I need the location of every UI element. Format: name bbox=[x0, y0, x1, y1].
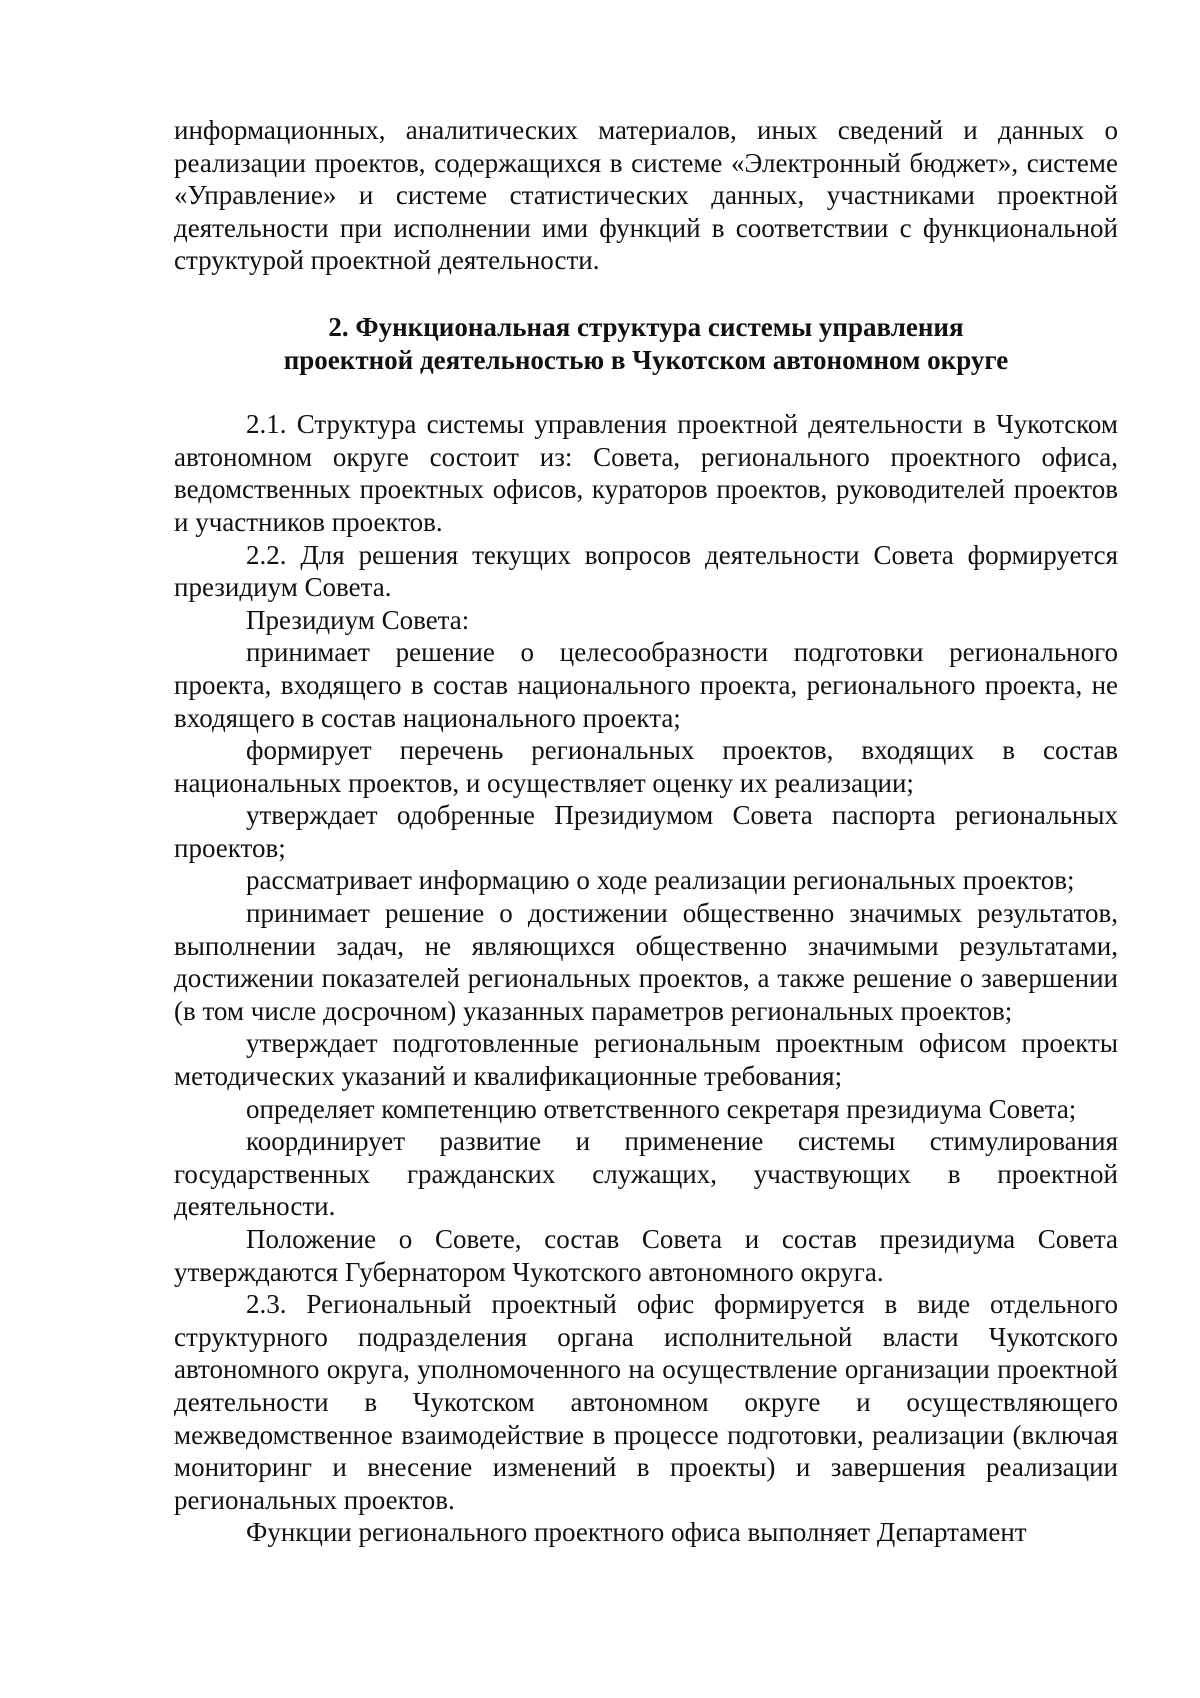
paragraph-presidium-item-5: принимает решение о достижении общественно значимых результатов, выполнении задач, не являющихся общественно значимыми результатами, достижении показателей региональных проектов, а также решение о завершении (в том числе досрочном) указанных параметров региональных проектов; bbox=[174, 898, 1118, 1026]
paragraph-presidium-item-1: принимает решение о целесообразности подготовки регионального проекта, входящего в состав национального проекта, регионального проекта, не входящего в состав национального проекта; bbox=[174, 637, 1118, 733]
paragraph-intro: информационных, аналитических материалов, иных сведений и данных о реализации проектов, содержащихся в системе «Электронный бюджет», системе «Управление» и системе статистических данных, участниками проектной деятельности при исполнении ими функций в соответствии с функциональной структурой проектной деятельности. bbox=[174, 115, 1118, 276]
paragraph-2-1: 2.1. Структура системы управления проектной деятельности в Чукотском автономном округе состоит из: Совета, регионального проектного офиса, ведомственных проектных офисов, кураторов проектов, руководителей проектов и участников проектов. bbox=[174, 409, 1118, 537]
paragraph-presidium-item-7: определяет компетенцию ответственного секретаря президиума Совета; bbox=[246, 1093, 1077, 1124]
paragraph-presidium-item-3: утверждает одобренные Президиумом Совета паспорта региональных проектов; bbox=[174, 800, 1118, 863]
paragraph-office-functions: Функции регионального проектного офиса выполняет Департамент bbox=[246, 1517, 1027, 1548]
section-heading-line-1: 2. Функциональная структура системы управления bbox=[328, 311, 964, 342]
paragraph-2-2: 2.2. Для решения текущих вопросов деятельности Совета формируется президиум Совета. bbox=[174, 539, 1118, 603]
paragraph-2-3: 2.3. Региональный проектный офис формируется в виде отдельного структурного подразделения органа исполнительной власти Чукотского автономного округа, уполномоченного на осуществление организации проектной деятельности в Чукотском автономном округе и осуществляющего межведомственное взаимодействие в процессе подготовки, реализации (включая мониторинг и внесение изменений в проекты) и завершения реализации региональных проектов. bbox=[174, 1289, 1118, 1515]
paragraph-presidium-item-4: рассматривает информацию о ходе реализации региональных проектов; bbox=[246, 865, 1075, 896]
paragraph-council-regulation: Положение о Совете, состав Совета и состав президиума Совета утверждаются Губернатором Чукотского автономного округа. bbox=[174, 1224, 1118, 1287]
paragraph-presidium-item-6: утверждает подготовленные региональным проектным офисом проекты методических указаний и квалификационные требования; bbox=[174, 1028, 1118, 1092]
paragraph-presidium-item-2: формирует перечень региональных проектов, входящих в состав национальных проектов, и осуществляет оценку их реализации; bbox=[174, 735, 1118, 798]
section-heading-line-2: проектной деятельностью в Чукотском автономном округе bbox=[283, 344, 1009, 375]
paragraph-presidium-title: Президиум Совета: bbox=[246, 604, 470, 635]
section-heading bbox=[174, 311, 1118, 376]
paragraph-presidium-item-8: координирует развитие и применение системы стимулирования государственных гражданских служащих, участвующих в проектной деятельности. bbox=[174, 1126, 1118, 1222]
document-page bbox=[174, 114, 1118, 1549]
